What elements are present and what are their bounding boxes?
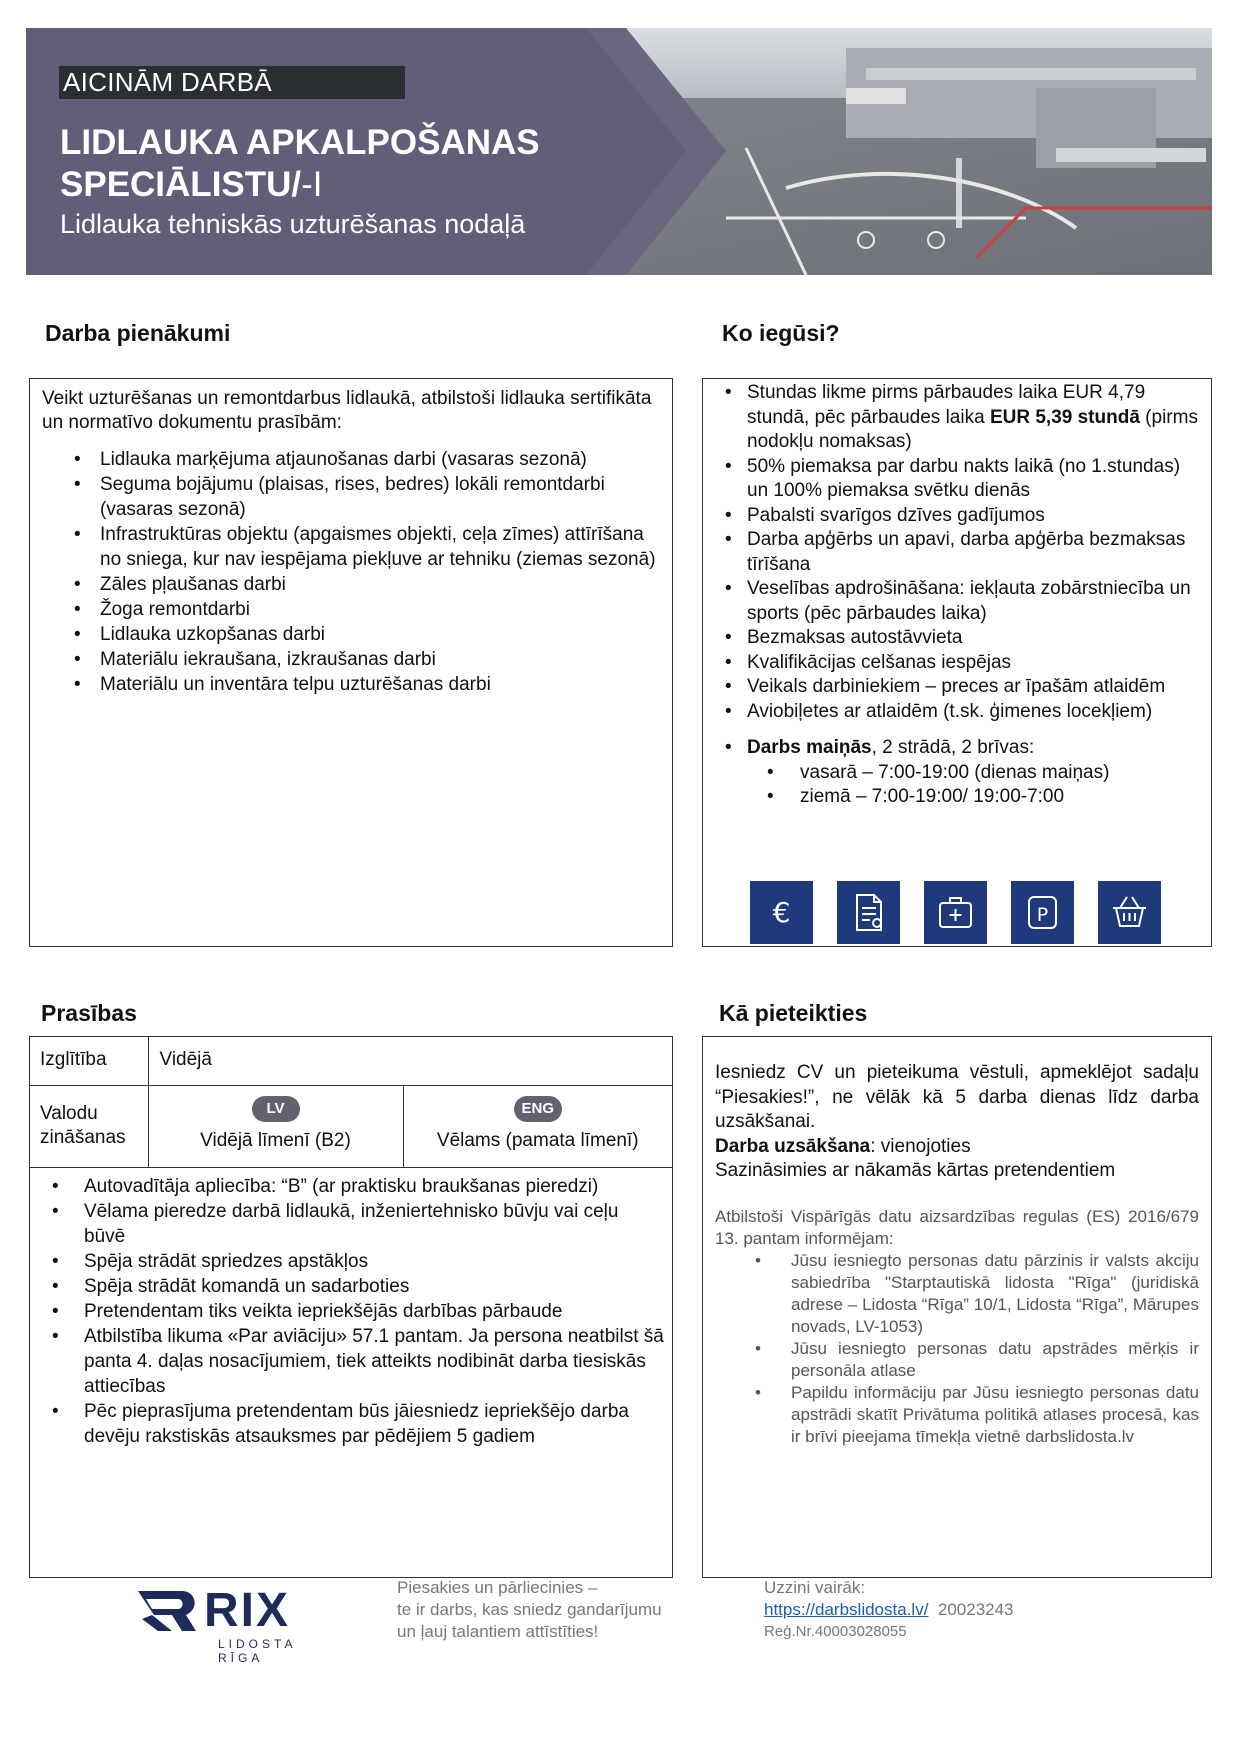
list-item: • Kvalifikācijas celšanas iespējas	[725, 651, 1012, 673]
document-icon	[837, 881, 900, 944]
phone-number: 20023243	[937, 1600, 1014, 1619]
duties-list	[42, 447, 660, 697]
apply-heading: Kā pieteikties	[719, 1000, 868, 1026]
medical-icon	[924, 881, 987, 944]
slogan: Piesakies un pārliecinies – te ir darbs, kas sniedz gandarījumu un ļauj talantiem attīstīties!	[397, 1578, 662, 1641]
list-item: • Bezmaksas autostāvvieta	[725, 627, 963, 648]
shift-sub-item: • ziemā – 7:00-19:00/ 19:00-7:00	[767, 786, 1065, 807]
requirements-box	[29, 1036, 673, 1578]
requirements-table	[30, 1037, 672, 1167]
list-item: • Papildu informāciju par Jūsu iesniegto personas datu apstrādi skatīt Privātuma politikā atlases procesā, kas ir brīvi pieejama tīmekļa vietnē darbslidosta.lv	[755, 1382, 1199, 1446]
list-item: • Vēlama pieredze darbā lidlaukā, inženiertehnisko būvju vai ceļu būvē	[52, 1201, 619, 1247]
language-lv	[148, 1085, 403, 1167]
parking-icon	[1011, 881, 1074, 944]
basket-icon	[1098, 881, 1161, 944]
contact-note: Sazināsimies ar nākamās kārtas pretendentiem	[715, 1160, 1116, 1181]
duties-heading: Darba pienākumi	[45, 320, 231, 346]
list-item: • Pretendentam tiks veikta iepriekšējās darbības pārbaude	[52, 1301, 563, 1322]
list-item: • Materiālu iekraušana, izkraušanas darbi	[74, 649, 436, 670]
list-item: • Veselības apdrošināšana: iekļauta zobārstniecība un sports (pēc pārbaudes laika)	[725, 578, 1191, 624]
list-item: • Lidlauka uzkopšanas darbi	[74, 624, 325, 645]
gdpr-intro: Atbilstoši Vispārīgās datu aizsardzības regulas (ES) 2016/679 13. pantam informējam:	[715, 1206, 1199, 1248]
svg-text:€: €	[772, 896, 791, 929]
list-item: • Lidlauka marķējuma atjaunošanas darbi (vasaras sezonā)	[74, 449, 587, 470]
more-label: Uzzini vairāk:	[764, 1578, 866, 1597]
list-item: • Aviobiļetes ar atlaidēm (t.sk. ģimenes locekļiem)	[725, 700, 1153, 722]
shift-sub-item: • vasarā – 7:00-19:00 (dienas maiņas)	[767, 761, 1110, 783]
requirements-heading: Prasības	[41, 1000, 137, 1026]
banner-tag: AICINĀM DARBĀ	[59, 66, 405, 99]
apply-instructions: Iesniedz CV un pieteikuma vēstuli, apmeklējot sadaļu “Piesakies!”, ne vēlāk kā 5 darba dienas līdz darba uzsākšanai.	[715, 1062, 1199, 1132]
education-label: Izglītība	[30, 1037, 148, 1085]
list-item: • Spēja strādāt komandā un sadarboties	[52, 1276, 410, 1297]
languages-label: Valodu zināšanas	[30, 1085, 148, 1167]
lv-level: Vidējā līmenī (B2)	[200, 1129, 351, 1151]
eng-badge: ENG	[514, 1096, 562, 1122]
list-item: • Autovadītāja apliecība: “B” (ar praktisku braukšanas pieredzi)	[52, 1176, 599, 1197]
rix-logo	[138, 1584, 348, 1665]
language-eng	[403, 1085, 672, 1167]
start-date: Darba uzsākšana: vienojoties	[715, 1135, 971, 1157]
list-item: • Jūsu iesniegto personas datu apstrādes mērķis ir personāla atlase	[755, 1338, 1199, 1380]
list-item: • Spēja strādāt spriedzes apstākļos	[52, 1251, 369, 1272]
apply-box	[702, 1036, 1212, 1578]
eng-level: Vēlams (pamata līmenī)	[436, 1129, 639, 1151]
list-item: • Jūsu iesniegto personas datu pārzinis ir valsts akciju sabiedrība "Starptautiskā lidosta "Rīga" (juridiskā adrese – Lidosta “Rīga” 10/1, Lidosta “Rīga”, Mārupes novads, LV-1053)	[755, 1250, 1199, 1336]
benefits-box	[702, 378, 1212, 947]
list-item: • Zāles pļaušanas darbi	[74, 574, 286, 595]
registration-number: Reģ.Nr.40003028055	[764, 1623, 907, 1640]
list-item: • Pabalsti svarīgos dzīves gadījumos	[725, 504, 1045, 526]
list-item: • Žoga remontdarbi	[74, 599, 250, 620]
gdpr-list	[715, 1250, 1199, 1448]
list-item: • Materiālu un inventāra telpu uzturēšanas darbi	[74, 674, 491, 695]
contact-info	[764, 1577, 1014, 1643]
list-item: • Stundas likme pirms pārbaudes laika EUR 4,79 stundā, pēc pārbaudes laika EUR 5,39 stundā (pirms nodokļu nomaksas)	[725, 382, 1198, 452]
benefits-list	[713, 381, 1201, 810]
requirements-list-wrap	[30, 1167, 672, 1449]
logo-subtext: LIDOSTA RĪGA	[218, 1637, 296, 1665]
list-item: • Darba apģērbs un apavi, darba apģērba bezmaksas tīrīšana	[725, 529, 1186, 575]
job-title: LIDLAUKA APKALPOŠANAS SPECIĀLISTU/-I	[60, 123, 540, 204]
list-gap	[713, 724, 1201, 736]
euro-icon	[750, 881, 813, 944]
header-banner	[26, 28, 1212, 275]
benefits-heading: Ko iegūsi?	[722, 320, 840, 346]
gdpr-notice	[715, 1206, 1199, 1448]
education-value: Vidējā	[148, 1037, 672, 1085]
requirements-list	[38, 1174, 664, 1449]
duties-box	[29, 378, 673, 947]
lv-badge: LV	[252, 1096, 300, 1122]
list-item: • Pēc pieprasījuma pretendentam būs jāiesniedz iepriekšējo darba devēju rakstiskās atsauksmes par pēdējiem 5 gadiem	[52, 1401, 629, 1447]
list-item: • Seguma bojājumu (plaisas, rises, bedres) lokāli remontdarbi (vasaras sezonā)	[74, 474, 605, 520]
list-item: • 50% piemaksa par darbu nakts laikā (no 1.stundas) un 100% piemaksa svētku dienās	[725, 455, 1181, 501]
svg-text:P: P	[1036, 904, 1049, 926]
list-item: • Atbilstība likuma «Par aviāciju» 57.1 pantam. Ja persona neatbilst šā panta 4. daļas nosacījumiem, tiek atteikts nodibināt darba tiesiskās attiecības	[52, 1326, 664, 1397]
logo-text: RIX	[204, 1584, 291, 1637]
shift-item: • Darbs maiņās, 2 strādā, 2 brīvas:	[725, 737, 1035, 758]
duties-intro: Veikt uzturēšanas un remontdarbus lidlaukā, atbilstoši lidlauka sertifikāta un normatīvo dokumentu prasībām:	[42, 388, 652, 433]
careers-link[interactable]: https://darbslidosta.lv/	[764, 1600, 929, 1619]
list-item: • Veikals darbiniekiem – preces ar īpašām atlaidēm	[725, 676, 1166, 697]
list-item: • Infrastruktūras objektu (apgaismes objekti, ceļa zīmes) attīrīšana no sniega, kur nav iespējama piekļuve ar tehniku (ziemas sezonā)	[74, 524, 656, 570]
department-subtitle: Lidlauka tehniskās uzturēšanas nodaļā	[60, 209, 526, 239]
